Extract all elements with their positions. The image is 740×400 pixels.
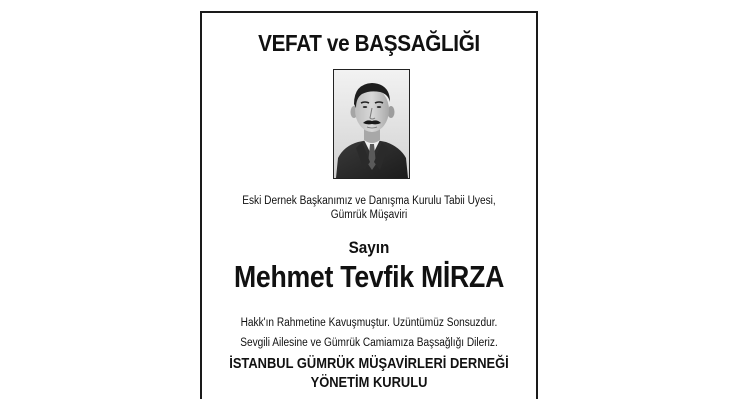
- obituary-notice: [200, 11, 538, 399]
- deceased-title-line-2: Gümrük Müşaviri: [330, 209, 408, 221]
- condolence-message: [222, 313, 516, 353]
- deceased-title: [222, 194, 516, 222]
- condolence-message-line-2: Sevgili Ailesine ve Gümrük Camiamıza Başsağlığı Dileriz.: [240, 337, 498, 349]
- honorific: Sayın: [348, 238, 390, 257]
- notice-heading: VEFAT ve BAŞSAĞLIĞI: [258, 30, 480, 56]
- portrait-photo-graphic: [334, 70, 409, 178]
- deceased-title-line-1: Eski Dernek Başkanımız ve Danışma Kurulu Tabii Üyesi,: [242, 195, 496, 207]
- organization-board: YÖNETİM KURULU: [310, 374, 428, 391]
- portrait-photo: [333, 69, 410, 179]
- deceased-name: Mehmet Tevfik MİRZA: [233, 259, 505, 294]
- condolence-message-line-1: Hakk'ın Rahmetine Kavuşmuştur. Üzüntümüz Sonsuzdur.: [240, 317, 498, 329]
- organization-name: İSTANBUL GÜMRÜK MÜŞAVİRLERİ DERNEĞİ: [229, 355, 509, 372]
- signing-organization: [225, 354, 512, 392]
